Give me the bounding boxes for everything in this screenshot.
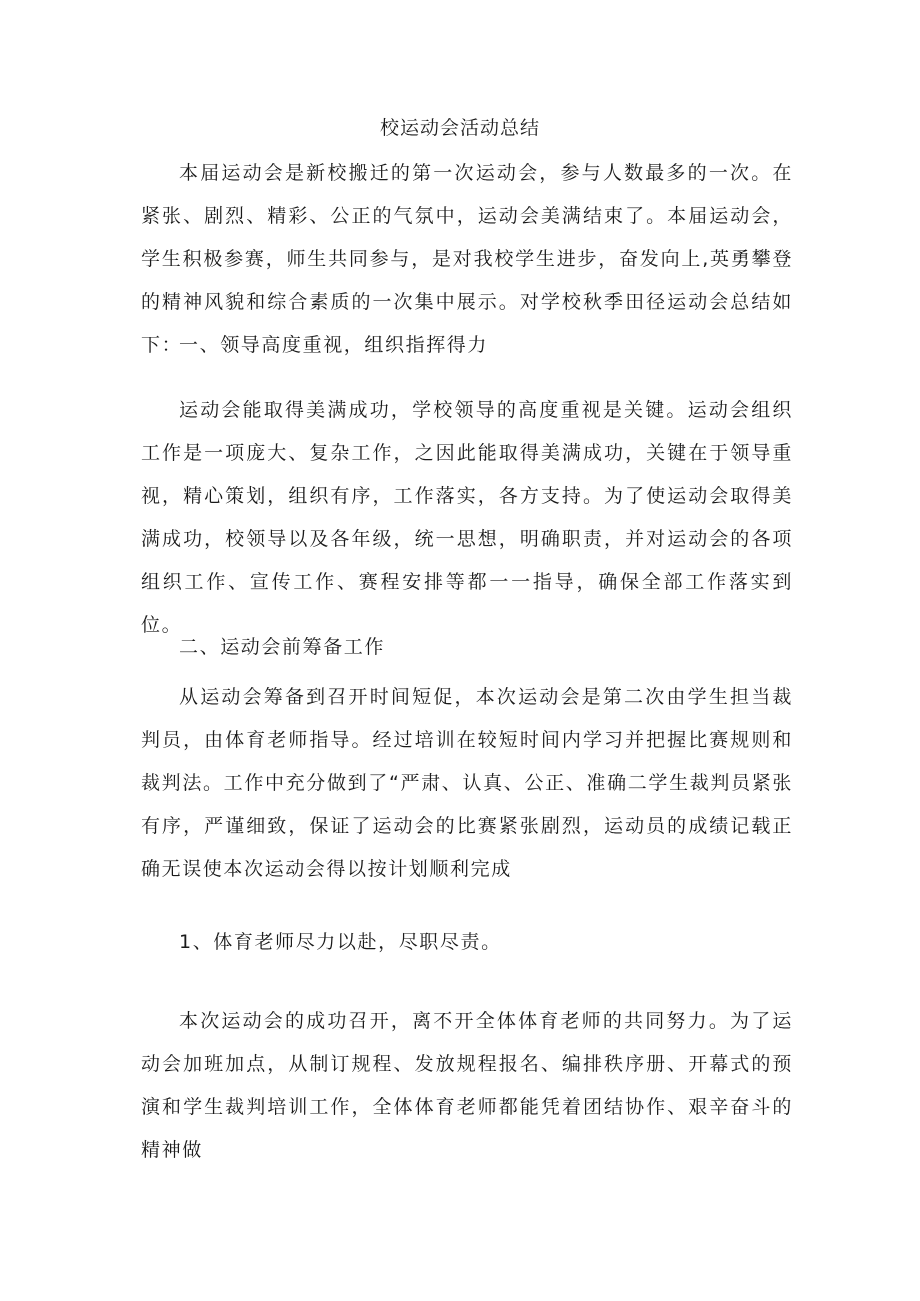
- section-body-2: 从运动会筹备到召开时间短促，本次运动会是第二次由学生担当裁判员，由体育老师指导。经过培训在较短时间内学习并把握比赛规则和裁判法。工作中充分做到了“严肃、认真、公正、准确二学生裁判员紧张有序，严谨细致，保证了运动会的比赛紧张剧烈，运动员的成绩记载正确无误使本次运动会得以按计划顺利完成: [141, 686, 793, 880]
- document-title: 校运动会活动总结: [379, 117, 540, 139]
- subsection-heading-1: 1、体育老师尽力以赴，尽职尽责。: [179, 931, 502, 953]
- section-body-1: 运动会能取得美满成功，学校领导的高度重视是关键。运动会组织工作是一项庞大、复杂工作，之因此能取得美满成功，关键在于领导重视，精心策划，组织有序，工作落实，各方支持。为了使运动会取得美满成功，校领导以及各年级，统一思想，明确职责，并对运动会的各项组织工作、宣传工作、赛程安排等都一一指导，确保全部工作落实到位。: [141, 399, 793, 636]
- subsection-body-1: 本次运动会的成功召开，离不开全体体育老师的共同努力。为了运动会加班加点，从制订规程、发放规程报名、编排秩序册、开幕式的预演和学生裁判培训工作，全体体育老师都能凭着团结协作、艰辛奋斗的精神做: [141, 1010, 793, 1161]
- section-heading-1: 一、领导高度重视，组织指挥得力: [179, 334, 489, 356]
- section-heading-2: 二、运动会前筹备工作: [179, 636, 386, 658]
- intro-paragraph: 本届运动会是新校搬迁的第一次运动会，参与人数最多的一次。在紧张、剧烈、精彩、公正的气氛中，运动会美满结束了。本届运动会，学生积极参赛，师生共同参与，是对我校学生进步，奋发向上,英勇攀登的精神风貌和综合素质的一次集中展示。对学校秋季田径运动会总结如下：: [141, 162, 793, 356]
